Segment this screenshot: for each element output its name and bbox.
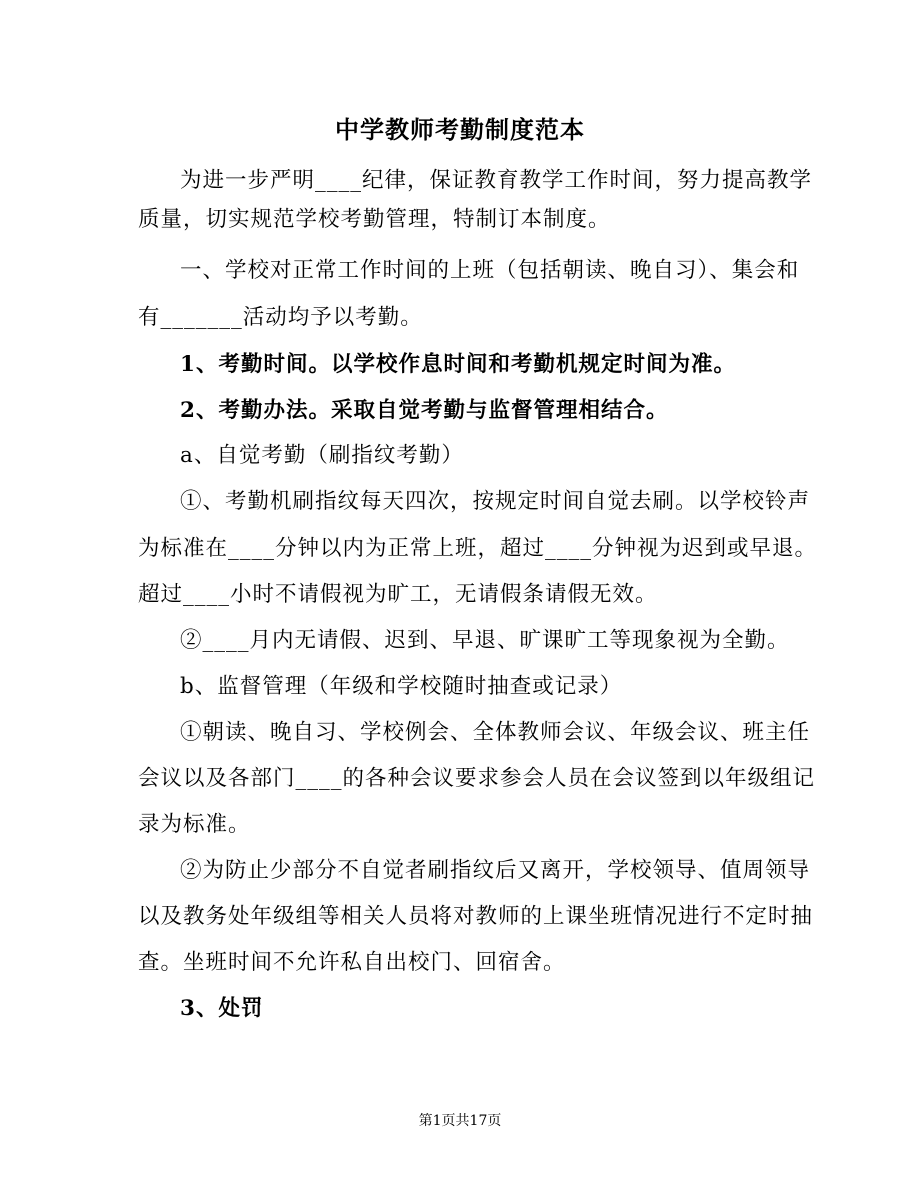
subsection-heading: 2、考勤办法。采取自觉考勤与监督管理相结合。 (180, 398, 669, 423)
item-heading: a、自觉考勤（刷指纹考勤） (180, 443, 464, 468)
document-title: 中学教师考勤制度范本 (335, 115, 585, 144)
paragraph-line: 录为标准。 (138, 812, 251, 837)
paragraph-line: 查。坐班时间不允许私自出校门、回宿舍。 (138, 950, 566, 975)
page-number: 第1页共17页 (418, 1113, 502, 1129)
paragraph-line: 超过____小时不请假视为旷工，无请假条请假无效。 (138, 582, 658, 607)
subsection-heading: 3、处罚 (180, 996, 264, 1021)
paragraph-line: 为标准在____分钟以内为正常上班，超过____分钟视为迟到或早退。 (138, 536, 818, 561)
paragraph-line: 质量，切实规范学校考勤管理，特制订本制度。 (138, 207, 611, 232)
paragraph-line: ②____月内无请假、迟到、早退、旷课旷工等现象视为全勤。 (180, 628, 790, 653)
paragraph-line: 以及教务处年级组等相关人员将对教师的上课坐班情况进行不定时抽 (138, 904, 814, 929)
section-heading-line: 一、学校对正常工作时间的上班（包括朝读、晚自习）、集会和 (180, 258, 800, 283)
paragraph-line: ①、考勤机刷指纹每天四次，按规定时间自觉去刷。以学校铃声 (180, 489, 811, 514)
paragraph-line: ①朝读、晚自习、学校例会、全体教师会议、年级会议、班主任 (180, 720, 811, 745)
section-heading-line: 有_______活动均予以考勤。 (138, 305, 423, 330)
subsection-heading: 1、考勤时间。以学校作息时间和考勤机规定时间为准。 (180, 352, 736, 377)
item-heading: b、监督管理（年级和学校随时抽查或记录） (180, 674, 623, 699)
paragraph-line: 会议以及各部门____的各种会议要求参会人员在会议签到以年级组记 (138, 766, 816, 791)
paragraph-line: 为进一步严明____纪律，保证教育教学工作时间，努力提高教学 (180, 168, 813, 193)
paragraph-line: ②为防止少部分不自觉者刷指纹后又离开，学校领导、值周领导 (180, 858, 811, 883)
